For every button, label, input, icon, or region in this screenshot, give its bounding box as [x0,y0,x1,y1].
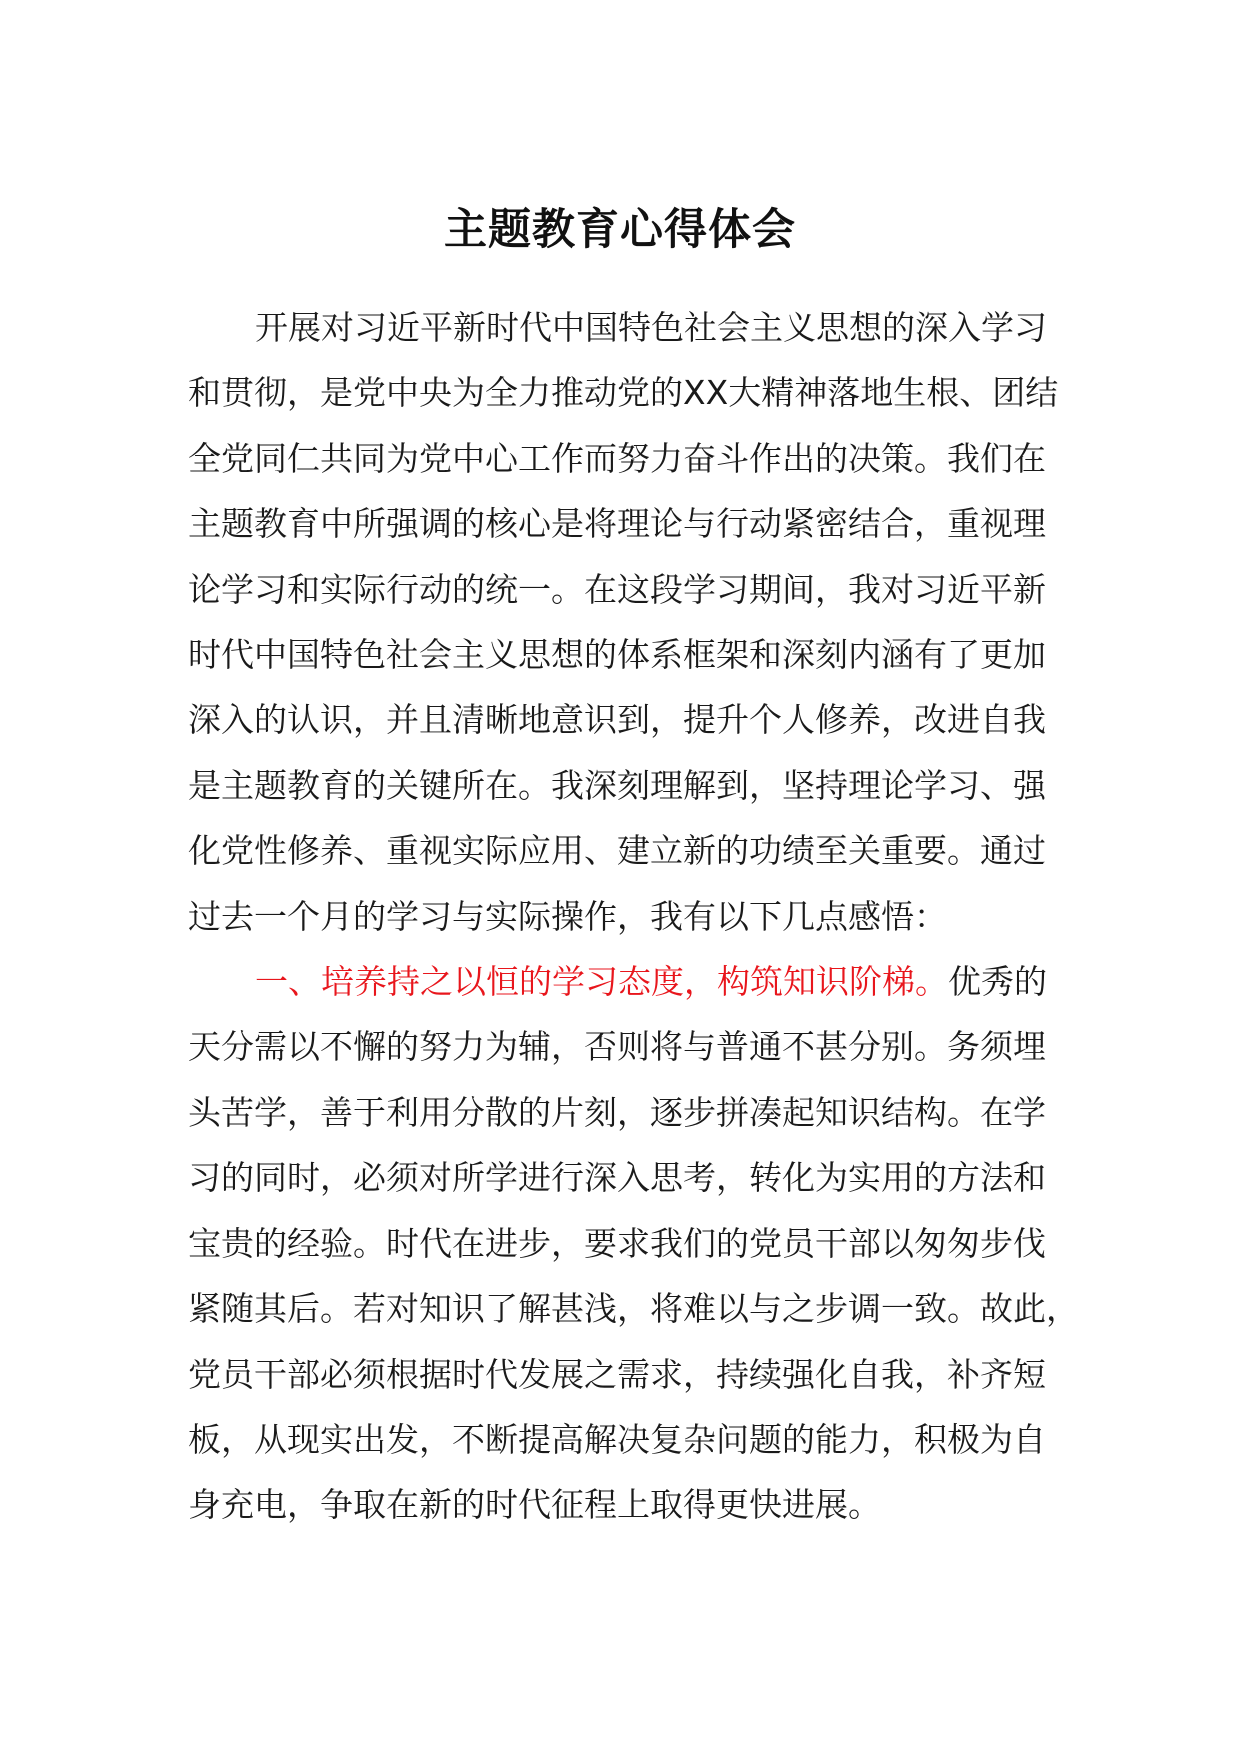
text-line: 是主题教育的关键所在。我深刻理解到，坚持理论学习、强 [188,765,1046,805]
text-line: 习的同时，必须对所学进行深入思考，转化为实用的方法和 [188,1158,1046,1198]
text-line: 天分需以不懈的努力为辅，否则将与普通不甚分别。务须埋 [188,1027,1046,1067]
text-line: 深入的认识，并且清晰地意识到，提升个人修养，改进自我 [188,700,1046,740]
text-line: 全党同仁共同为党中心工作而努力奋斗作出的决策。我们在 [188,438,1046,478]
text-line: 化党性修养、重视实际应用、建立新的功绩至关重要。通过 [188,831,1046,871]
text-line: 板，从现实出发，不断提高解决复杂问题的能力，积极为自 [188,1419,1046,1459]
text-line: 主题教育中所强调的核心是将理论与行动紧密结合，重视理 [188,504,1046,544]
text-line: 紧随其后。若对知识了解甚浅，将难以与之步调一致。故此， [188,1289,1079,1329]
section-heading-rest: 优秀的 [948,962,1047,1002]
section-first-line [188,949,1058,1014]
text-line: 宝贵的经验。时代在进步，要求我们的党员干部以匆匆步伐 [188,1223,1046,1263]
text-line: 党员干部必须根据时代发展之需求，持续强化自我，补齐短 [188,1354,1046,1394]
section-heading: 一、培养持之以恒的学习态度，构筑知识阶梯。 [255,962,948,1002]
paragraph-intro [188,295,1058,949]
paragraph-section-one [188,949,1079,1538]
text-line: 头苦学，善于利用分散的片刻，逐步拼凑起知识结构。在学 [188,1092,1046,1132]
document-body [188,295,1079,1538]
text-line: 和贯彻，是党中央为全力推动党的XX大精神落地生根、团结 [188,373,1059,413]
text-line: 论学习和实际行动的统一。在这段学习期间，我对习近平新 [188,569,1046,609]
text-line: 身充电，争取在新的时代征程上取得更快进展。 [188,1485,881,1525]
text-line: 时代中国特色社会主义思想的体系框架和深刻内涵有了更加 [188,635,1046,675]
text-line: 开展对习近平新时代中国特色社会主义思想的深入学习 [255,308,1047,347]
text-line: 过去一个月的学习与实际操作，我有以下几点感悟： [188,896,947,936]
document-title: 主题教育心得体会 [444,205,796,255]
